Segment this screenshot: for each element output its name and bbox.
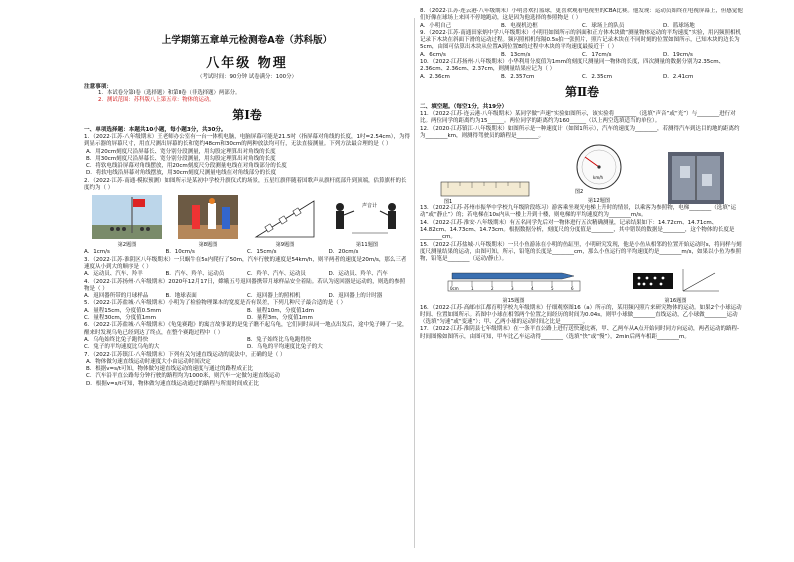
question-12: 12．（2020·江苏镇江·八年级期末）如图所示是一种速度计（如图1所示），汽车的速度为________，若测得汽车到达目的地的距离约为________km，则测得驾驶员的路程是________。: [420, 125, 740, 139]
q1-option: D．将软电线沿屏幕对角线摆放，用30cm刻度尺测量电线在对角线部分的长度: [86, 170, 277, 177]
notice-title: 注意事项：: [84, 84, 112, 90]
ruler-photo: [440, 174, 530, 204]
q3-options: [84, 271, 410, 278]
question-14: 14．（2022·江苏·淮安·八年级期末）有五名同学先后对一物体进行五次精确测量，记录结果如下：14.72cm、14.71cm、14.82cm、14.73cm、14.73cm。根据数据分析，刻度尺的分度值是________，其中错误的数据是________，这个物体的长度是________cm。: [420, 219, 735, 241]
q8-option: D．篮球场地: [663, 22, 695, 29]
basketball-photo: [178, 195, 238, 239]
question-10: 10．（2022·江苏扬州·八年级期末）小华利用分度值为1mm的刻度尺测量同一物体的长度，四次测量的数据分别为2.35cm、2.36cm、2.36cm、2.37cm，则测量结果应记为（ ）: [420, 59, 725, 73]
q5-option: C．量程30cm，分度值1mm: [84, 315, 156, 322]
question-8: 8．（2022·江苏·连云港·八年级期末）小明喜欢打篮球，更喜欢观看电视里的CBA比赛。他发现：运动员始终在电视屏幕上，但感觉他们好像在球场上来回不停地跑动，这是因为他选择的参照物是（ ）: [420, 8, 743, 22]
elevator-photo: [668, 152, 724, 204]
q6-option: D．乌龟的平均速度比兔子的大: [247, 344, 323, 351]
strobe-diagram: [631, 267, 721, 295]
q6-option: C．兔子的平均速度比乌龟的大: [84, 344, 160, 351]
q9-option: D．19cm/s: [663, 51, 693, 58]
section1-instruction: 一、单项选择题：本题共10小题，每小题3分，共30分。: [84, 127, 227, 133]
q8-option: A．小明自己: [420, 22, 452, 29]
q4-option: A．返回器所带的月球样品: [84, 293, 149, 300]
section2-title: 第Ⅱ卷: [564, 84, 600, 99]
q1-option: B．用30cm刻度尺沿屏幕长、宽分别分段测量，用勾股定理算出对角线的长度: [86, 155, 276, 162]
q3-option: A．运动员、汽车、羚羊: [84, 271, 143, 278]
ruler-tick: 1: [470, 285, 474, 291]
fig-caption: 第16题图: [664, 297, 687, 304]
fig11: [332, 195, 402, 248]
exam-subtitle: 八年级 物理: [206, 56, 288, 71]
fig11-label: 声音计: [362, 203, 378, 210]
q7-option: A．物体做匀速直线运动时速度大小由运动时间决定: [86, 358, 211, 365]
q7-option: B．根据v=s/t可知，物体做匀速直线运动的速度与通过的路程成正比: [86, 366, 254, 373]
speedometer-icon: [571, 143, 627, 195]
q6-option: A．乌龟始终比兔子跑得快: [84, 336, 149, 343]
q2-option: D．20cm/s: [328, 249, 359, 256]
ruler-tick: 2: [490, 285, 494, 291]
fig-label: 图1: [444, 199, 453, 205]
ruler-tick: 4: [530, 285, 534, 291]
q2-option: C．15cm/s: [247, 249, 277, 256]
q3-option: D．运动员、羚羊、汽车: [328, 271, 388, 278]
fig-caption: 第8题图: [198, 242, 218, 249]
figure-row-left: [84, 195, 410, 248]
q5-options: [84, 308, 410, 315]
fig16: [631, 267, 721, 304]
fig8: [178, 195, 238, 248]
question-3: 3．（2022·江苏·淮阴区八年级期末）一只蜗牛在5s内爬行了50m，汽车行驶的速度是54km/h，则平两者的速度是20m/s，那么三者速度从小到大的顺序是（ ）: [84, 256, 407, 270]
fig-caption: 第12题图: [587, 198, 611, 205]
fig9: [254, 195, 316, 248]
q5-option: B．量程10m，分度值1dm: [247, 307, 314, 314]
question-15: 15．（2022·江苏盐城·八年级期末）一只小鱼游泳在小明的鱼缸里，小明研究发现，他是小鱼从相邻的位置开始运动时s，将同样与刻度尺测量结果的运动，由图可知，所示，铅笔的长度是________cm，那么小鱼运行的平均速度约是________m/s，如果以小鱼为参照物，铅笔是________（运动/静止）。: [420, 241, 742, 263]
fig13-elevator: [668, 152, 724, 204]
flag-raising-photo: [92, 195, 162, 239]
question-9: 9．（2022·江苏·南通田家炳中学八年级期末）小明用如图所示的斜面和正方体木块做“测量物体运动的平均速度”实验，用闪频照相机记录下木块在斜面下滑的运动过程。频闪照相机每隔0.5s拍一张照片，照片记录木块在不同时刻的位置如图所示，已知木块的边长为5cm，由图可估算出木块从位置A到位置B的过程中木块的平均速度最接近于（ ）: [420, 29, 741, 51]
speedometer-unit: km/h: [592, 175, 604, 181]
section2-instruction: 二、填空题。（每空1分，共19分）: [420, 103, 508, 110]
fig-caption: 第2题图: [117, 242, 137, 249]
q1-option: A．用20cm刻度尺沿屏幕长、宽分别分段测量，用勾股定理算出对角线的长度: [86, 148, 276, 155]
fig-caption: 第15题图: [502, 297, 525, 304]
question-13: 13．（2022·江苏·苏州市振华中学校九年级阶段练习）游客乘坐观光电梯上升时的情景，以乘客为参照物，电梯________（选填“运动”或“静止”）的；若电梯在10s内从一楼上升到十楼，则电梯的平均速度约为________m/s。: [420, 205, 737, 219]
question-7: 7．（2022·江苏镇江·八年级期末）下列有关匀速直线运动的说法中，正确的是（ ）: [84, 351, 286, 358]
question-17: 17．（2022·江苏·淮阴县七年级期末）在一条平直公路上进行送快递比赛，甲、乙两车从A点开始同时同方向运动，两者运动的路程-时间图像如图所示，由图可知，甲车比乙车运动得________（选填“快”或“慢”），2min后两车相距________m。: [420, 326, 739, 340]
right-column: [420, 8, 744, 556]
q10-option: D．2.41cm: [663, 73, 694, 80]
notice-item: 1．本试卷分第Ⅰ卷（选择题）和第Ⅱ卷（非选择题）两部分。: [98, 90, 241, 96]
ruler-tick: 6: [570, 285, 574, 291]
q8-options: [420, 23, 744, 30]
column-divider: [414, 18, 415, 548]
q9-option: C．17cm/s: [582, 51, 612, 58]
q7-option: D．根据v=s/t可知，物体做匀速直线运动通过的路程与所需时间成正比: [86, 380, 259, 387]
ruler-tick: 0cm: [449, 285, 459, 291]
q9-options: [420, 52, 744, 59]
q4-option: B．地球表面: [165, 293, 197, 300]
q10-options: [420, 74, 744, 81]
q2-option: B．10cm/s: [165, 249, 195, 256]
exam-header: 上学期第五章单元检测卷A卷（苏科版）: [161, 35, 333, 46]
question-1: 1．（2022·江苏·八年级期末）王老师办公室有一台一体机电脑，电脑屏幕可能是21.5吋（指屏幕对角线的长度，1吋=2.54cm），为得到显示器的屏幕尺寸，用直尺测出屏幕的长和宽约48cm和30cm的两种放法均可行，无法直接测量。下列方法最合理的是（ ）: [84, 134, 410, 148]
fig2: [92, 195, 162, 248]
q5-option: D．量程3m，分度值1mm: [247, 315, 313, 322]
question-16: 16．（2022·江苏·高邮市江都育明学校九年级期末）仔细观察图16（a）所示的，某用频闪照片来研究物体的运动。如果2个小球运动时间、位置如图所示。若图中小球在相邻两个位置之间经历的时间为0.04s，则甲小球做________直线运动，乙小球做________运动（选填“匀速”或“变速”）；甲、乙两小球的运动时间之比是________。: [420, 304, 742, 326]
q5-option: A．量程15cm，分度值0.5mm: [84, 307, 162, 314]
q2-option: A．1cm/s: [84, 249, 110, 256]
q1-option: C．将软电线沿屏幕对角线摆放，用20cm刻度尺分段测量电线在对角线部分的长度: [86, 163, 287, 170]
exam-meta: （考试时间：90分钟 试卷满分：100分）: [197, 74, 297, 80]
q6-option: B．兔子始终比乌龟跑得快: [247, 336, 312, 343]
q8-option: B．电视机边框: [501, 22, 538, 29]
question-6: 6．（2022·江苏盐城·八年级期末）《龟兔赛跑》的寓言故事说的是兔子瞧不起乌龟，它们同时从同一地点出发后，途中兔子睡了一觉，醒来时发现乌龟已经到达了终点，在整个赛跑过程中（ ）: [84, 322, 408, 336]
q9-option: A．6cm/s: [420, 51, 446, 58]
q10-option: B．2.357cm: [501, 73, 535, 80]
notice-item: 2．测试范围：苏科版八上第五章：物体的运动。: [98, 97, 215, 103]
q10-option: A．2.36cm: [420, 73, 450, 80]
figure-row-right: [420, 143, 744, 204]
q3-option: C．羚羊、汽车、运动员: [247, 271, 306, 278]
figure-row-right-2: [420, 267, 744, 304]
question-2: 2．（2022·江苏·南通·模拟预测）如图所示是某初中学校升旗仪式的场景，五星红旗伴随着国歌声从旗杆底部升到顶端，估算旗杆的长度约为（ ）: [84, 177, 407, 192]
left-column: [84, 8, 410, 556]
question-5: 5．（2022·江苏盐城·八年级期末）小明为了检验物理课本的宽度是否有误差，下列几种尺子最合适的是（ ）: [84, 300, 346, 307]
q8-option: C．球场上的队员: [582, 22, 625, 29]
sound-test-diagram: [332, 195, 402, 239]
fig-caption: 第9题图: [275, 242, 295, 249]
ruler-tick: 5: [550, 285, 554, 291]
q4-option: C．返回器上的照相机: [247, 293, 301, 300]
pencil-ruler-diagram: [444, 267, 584, 295]
q7-option: C．汽车沿平直公路每分钟行驶的路程均为1000米，则汽车一定做匀速直线运动: [86, 373, 280, 380]
fig12-speedometer: [571, 143, 627, 204]
fig-caption: 第11题图: [355, 242, 379, 249]
incline-diagram: [254, 195, 316, 239]
ruler-tick: 3: [510, 285, 514, 291]
q6-options-row2: [84, 344, 410, 351]
q9-option: B．13cm/s: [501, 51, 531, 58]
q4-option: D．返回器上的计时器: [328, 293, 383, 300]
section1-title: 第Ⅰ卷: [232, 108, 262, 122]
q3-option: B．汽车、羚羊、运动员: [165, 271, 225, 278]
fig12-ruler: [440, 174, 530, 204]
fig15: [444, 267, 584, 304]
question-4: 4．（2022·江苏扬州·八年级期末）2020年12月17日，嫦娥五号返回器携带月球样品安全着陆。若认为返回器是运动的，则选的参照物是（ ）: [84, 278, 406, 292]
question-11: 11．（2022·江苏·连云港·八年级期末）某同学做“声速”实验如图所示，该实验将________（选填“声音”或“光”）与________进行对比。两位同学的距离约为15______。两位同学的距离约为160______（以上两空选填适当的单位）。: [420, 110, 736, 125]
fig-label: 图2: [574, 189, 584, 196]
q10-option: C．2.35cm: [582, 73, 612, 80]
q2-options: [84, 249, 410, 256]
